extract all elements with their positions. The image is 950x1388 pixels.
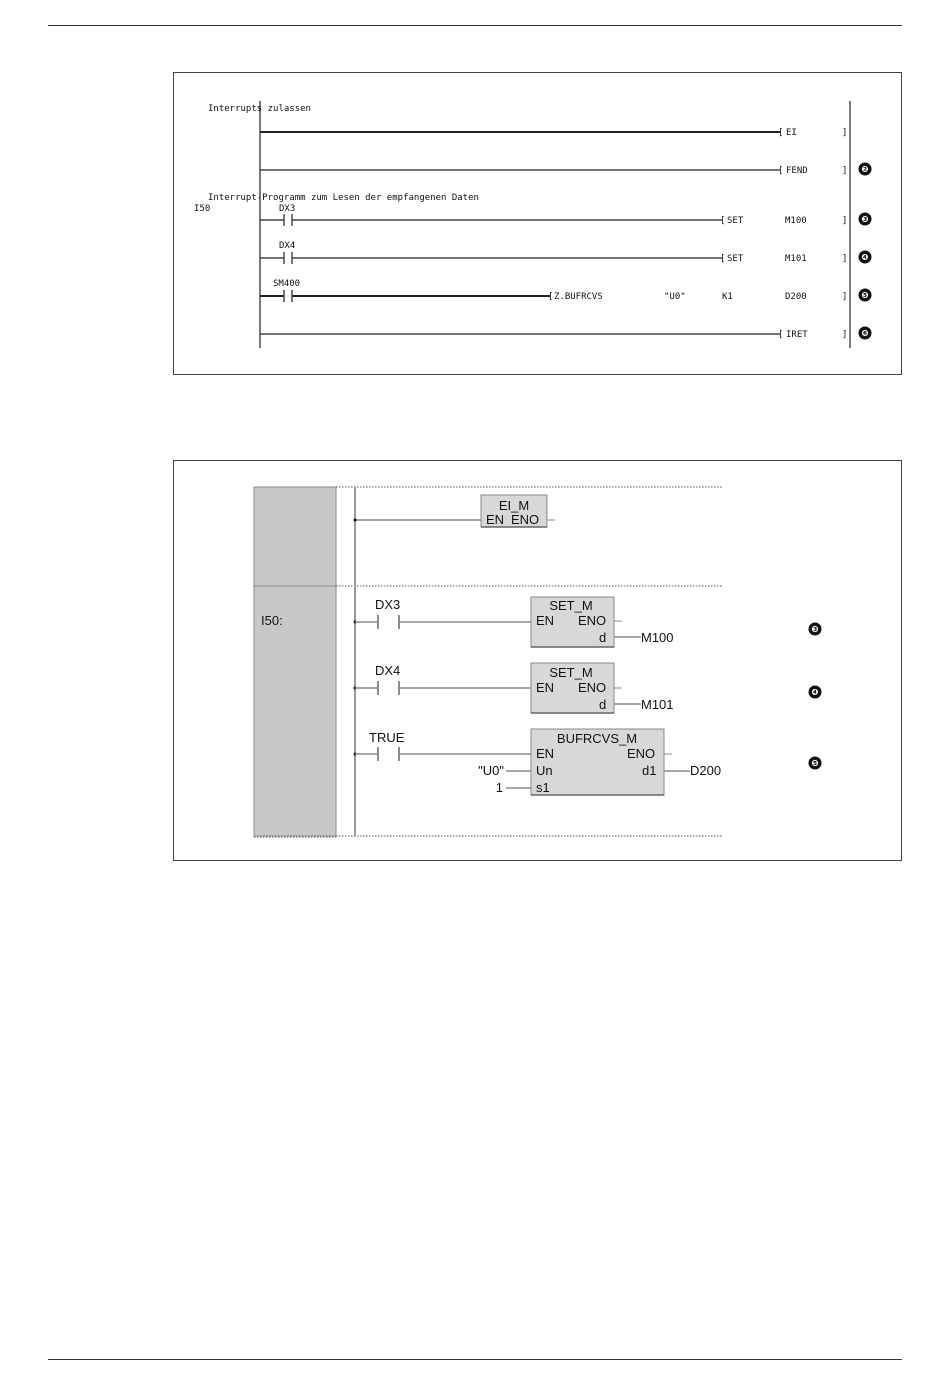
fbd-set-m101: [354, 663, 822, 713]
fbd-marker-5: [809, 757, 822, 770]
marker-5: [859, 289, 872, 302]
block-bufrcvs-m-en: EN: [536, 746, 555, 761]
fbd-diagram: [174, 461, 903, 862]
network-label-i50: I50:: [261, 613, 283, 628]
block-bufrcvs-m-name: BUFRCVS_M: [556, 731, 638, 746]
svg-text:]: ]: [842, 216, 848, 226]
block-set-m-2-eno: ENO: [578, 680, 607, 695]
block-ei-m-eno: ENO: [511, 512, 540, 527]
block-set-m-2-name: SET_M: [549, 665, 593, 680]
rung-fend: [260, 163, 872, 177]
marker-2: [859, 163, 872, 176]
svg-text:[: [: [778, 330, 784, 340]
contact-true-fbd: TRUE: [369, 730, 405, 745]
fbd-set-m100: [354, 597, 822, 647]
block-bufrcvs-m-eno: ENO: [627, 746, 656, 761]
fbd-bufrcvs: [354, 729, 822, 795]
block-ei-m-en: EN: [486, 512, 505, 527]
svg-text:]: ]: [842, 254, 848, 264]
contact-dx4-fbd: DX4: [375, 663, 401, 678]
operand-u0: "U0": [664, 292, 686, 302]
svg-text:❺: ❺: [811, 759, 819, 769]
ladder-diagram: [174, 73, 903, 376]
svg-text:❺: ❺: [861, 291, 869, 301]
svg-text:[: [: [720, 216, 726, 226]
rung-ei: [260, 128, 847, 138]
rung-dx4: [260, 241, 872, 264]
target-m101: M101: [641, 697, 674, 712]
operand-m101: M101: [785, 254, 807, 264]
svg-text:❹: ❹: [811, 688, 819, 698]
contact-sm400: SM400: [273, 279, 301, 289]
comment-interrupt-program: Interrupt-Programm zum Lesen der empfangenen Daten: [208, 193, 479, 203]
svg-text:❸: ❸: [861, 215, 869, 225]
marker-3: [859, 213, 872, 226]
marker-4: [859, 251, 872, 264]
contact-dx3-fbd: DX3: [375, 597, 401, 612]
network-label-column-top: [254, 487, 336, 586]
fbd-marker-3: [809, 623, 822, 636]
block-set-m-1-en: EN: [536, 613, 555, 628]
instr-iret: IRET: [786, 330, 808, 340]
block-bufrcvs-m-un: Un: [536, 763, 553, 778]
svg-text:❹: ❹: [861, 253, 869, 263]
block-ei-m-name: EI_M: [498, 498, 530, 513]
block-set-m-2-d: d: [599, 697, 607, 712]
svg-text:❸: ❸: [811, 625, 819, 635]
bottom-rule: [48, 1359, 902, 1360]
rung-dx3: [260, 204, 872, 226]
instr-ei: EI: [786, 128, 797, 138]
block-bufrcvs-m-s1: s1: [536, 780, 550, 795]
rung-sm400: [260, 279, 872, 302]
block-bufrcvs-m-d1: d1: [642, 763, 657, 778]
fbd-marker-4: [809, 686, 822, 699]
block-set-m-1-d: d: [599, 630, 607, 645]
contact-dx4: DX4: [279, 241, 296, 251]
target-d200: D200: [690, 763, 722, 778]
block-set-m-2-en: EN: [536, 680, 555, 695]
operand-d200: D200: [785, 292, 807, 302]
svg-text:[: [: [778, 166, 784, 176]
marker-6: [859, 327, 872, 340]
block-set-m-1-eno: ENO: [578, 613, 607, 628]
ladder-panel: [173, 72, 902, 375]
rung-iret: [260, 327, 872, 341]
top-rule: [48, 25, 902, 26]
comment-interrupts: Interrupts zulassen: [208, 104, 311, 114]
block-set-m-1-name: SET_M: [549, 598, 593, 613]
fbd-ei-m: [354, 495, 556, 527]
target-m100: M100: [641, 630, 674, 645]
operand-m100: M100: [785, 216, 807, 226]
instr-set-1: SET: [727, 216, 744, 226]
svg-text:❷: ❷: [861, 165, 869, 175]
svg-text:❻: ❻: [861, 329, 869, 339]
svg-text:[: [: [720, 254, 726, 264]
svg-text:]: ]: [842, 166, 848, 176]
input-u0: "U0": [478, 763, 504, 778]
svg-text:[: [: [548, 292, 554, 302]
svg-text:]: ]: [842, 292, 848, 302]
pointer-label: I50: [194, 204, 211, 214]
instr-zbufrcvs: Z.BUFRCVS: [554, 292, 603, 302]
instr-fend: FEND: [786, 166, 808, 176]
instr-set-2: SET: [727, 254, 744, 264]
fbd-panel: [173, 460, 902, 861]
svg-text:]: ]: [842, 330, 848, 340]
bracket-left: [: [778, 128, 784, 138]
contact-dx3: DX3: [279, 204, 296, 214]
bracket-right: ]: [842, 128, 848, 138]
operand-k1: K1: [722, 292, 733, 302]
input-1: 1: [495, 780, 503, 795]
